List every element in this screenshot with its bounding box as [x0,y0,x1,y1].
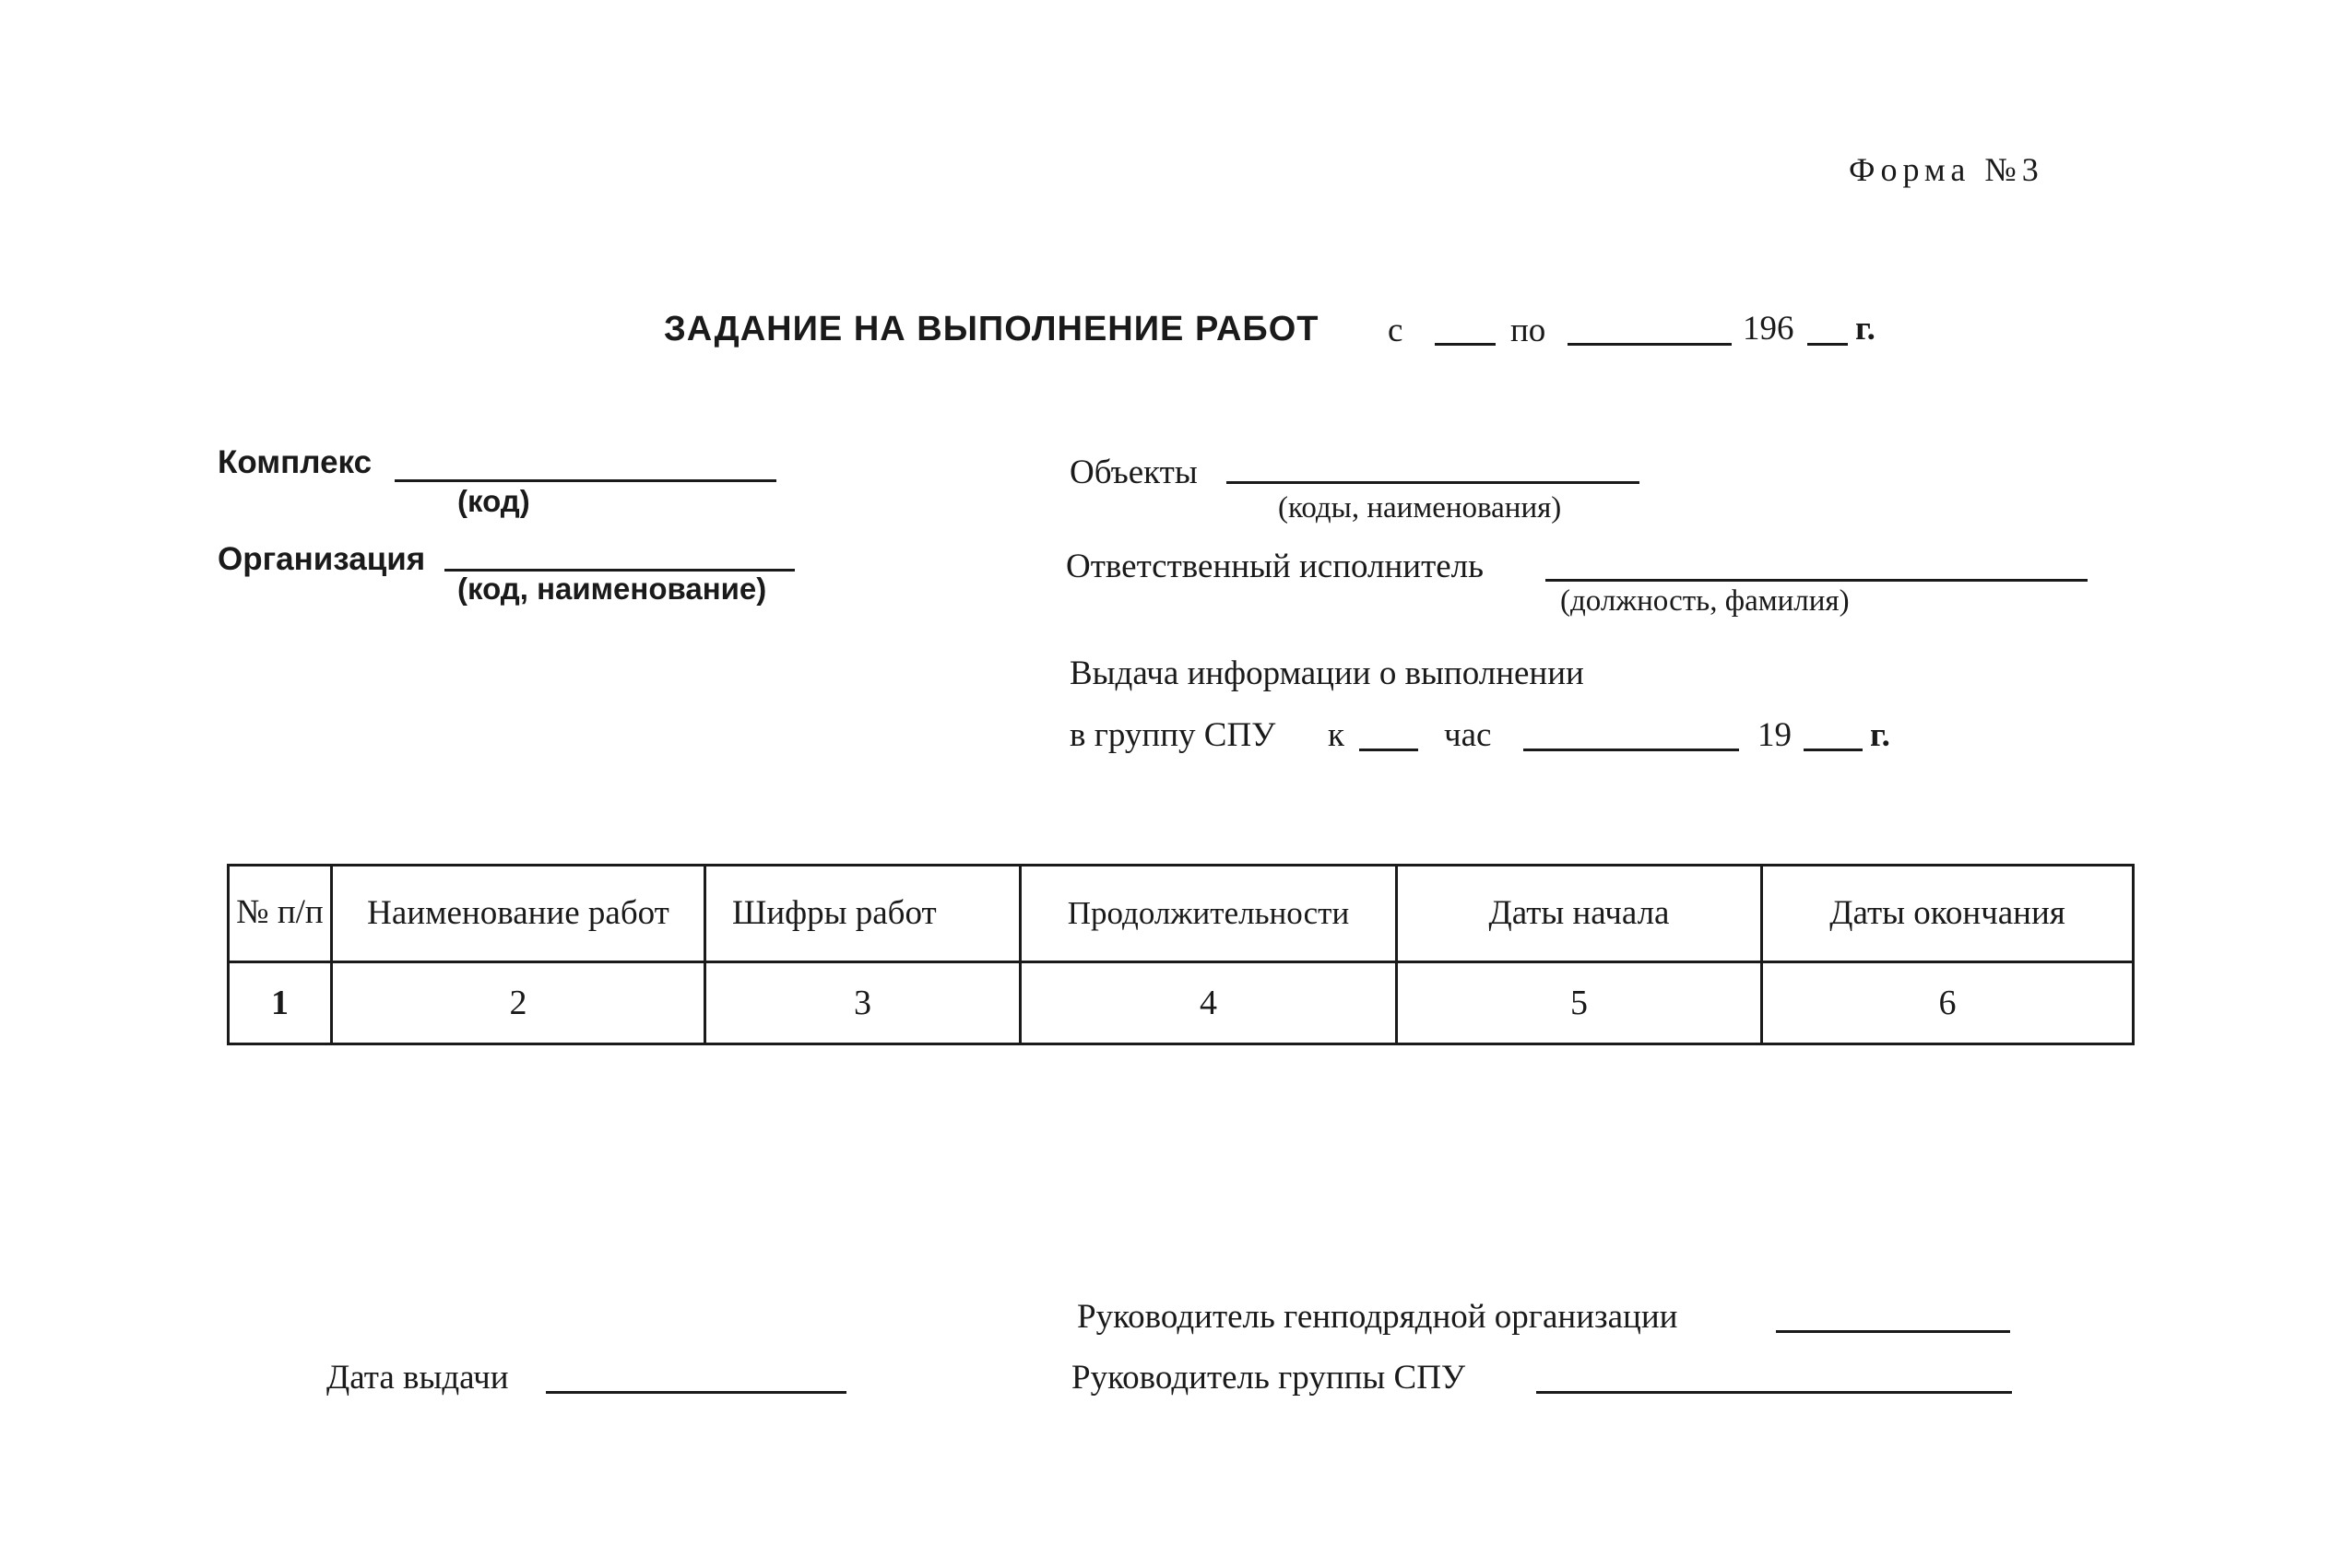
organization-label: Организация [218,541,426,577]
report-year-prefix: 19 [1757,716,1792,754]
objects-hint: (коды, наименования) [1278,491,1562,525]
general-contractor-head-field[interactable] [1776,1330,2010,1333]
column-header-number: № п/п [229,866,332,962]
table-row [229,961,2134,1043]
table-header-row [229,866,2134,962]
column-number-cell: 6 [1762,961,2134,1043]
responsible-label: Ответственный исполнитель [1066,548,1484,585]
report-k-label: к [1328,716,1344,754]
report-hour-label: час [1444,716,1492,754]
report-year-suffix: г. [1870,716,1890,754]
period-from-label: с [1388,312,1403,349]
objects-label: Объекты [1070,454,1198,491]
column-header-work-name: Наименование работ [332,866,705,962]
general-contractor-head-label: Руководитель генподрядной организации [1077,1298,1678,1336]
objects-field[interactable] [1226,481,1639,484]
column-number-cell: 5 [1397,961,1762,1043]
responsible-field[interactable] [1545,579,2088,582]
period-year-suffix: г. [1855,310,1875,348]
report-text-line2: в группу СПУ [1070,716,1276,754]
spu-group-head-field[interactable] [1536,1391,2012,1394]
responsible-hint: (должность, фамилия) [1560,584,1850,618]
complex-label: Комплекс [218,444,373,480]
issue-date-field[interactable] [546,1391,846,1394]
form-number-label: Форма №3 [1849,151,2044,188]
column-header-duration: Продолжительности [1021,866,1397,962]
period-year-prefix: 196 [1743,310,1794,348]
issue-date-label: Дата выдачи [326,1359,509,1397]
column-number-cell: 3 [705,961,1021,1043]
column-number-cell: 2 [332,961,705,1043]
column-header-end-dates: Даты окончания [1762,866,2134,962]
period-to-field[interactable] [1568,343,1732,346]
organization-hint: (код, наименование) [457,572,767,606]
report-text-line1: Выдача информации о выполнении [1070,654,1584,692]
complex-field[interactable] [395,479,776,482]
report-date-field[interactable] [1523,749,1739,751]
document-title: ЗАДАНИЕ НА ВЫПОЛНЕНИЕ РАБОТ [664,310,1319,348]
works-table [227,864,2135,1045]
column-header-start-dates: Даты начала [1397,866,1762,962]
report-year-field[interactable] [1804,749,1863,751]
period-to-label: по [1510,312,1546,349]
column-number-cell: 1 [229,961,332,1043]
spu-group-head-label: Руководитель группы СПУ [1071,1359,1466,1397]
period-from-field[interactable] [1435,343,1496,346]
report-hour-field[interactable] [1359,749,1418,751]
column-number-cell: 4 [1021,961,1397,1043]
column-header-work-codes: Шифры работ [705,866,1021,962]
complex-hint: (код) [457,484,530,518]
period-year-field[interactable] [1807,343,1848,346]
